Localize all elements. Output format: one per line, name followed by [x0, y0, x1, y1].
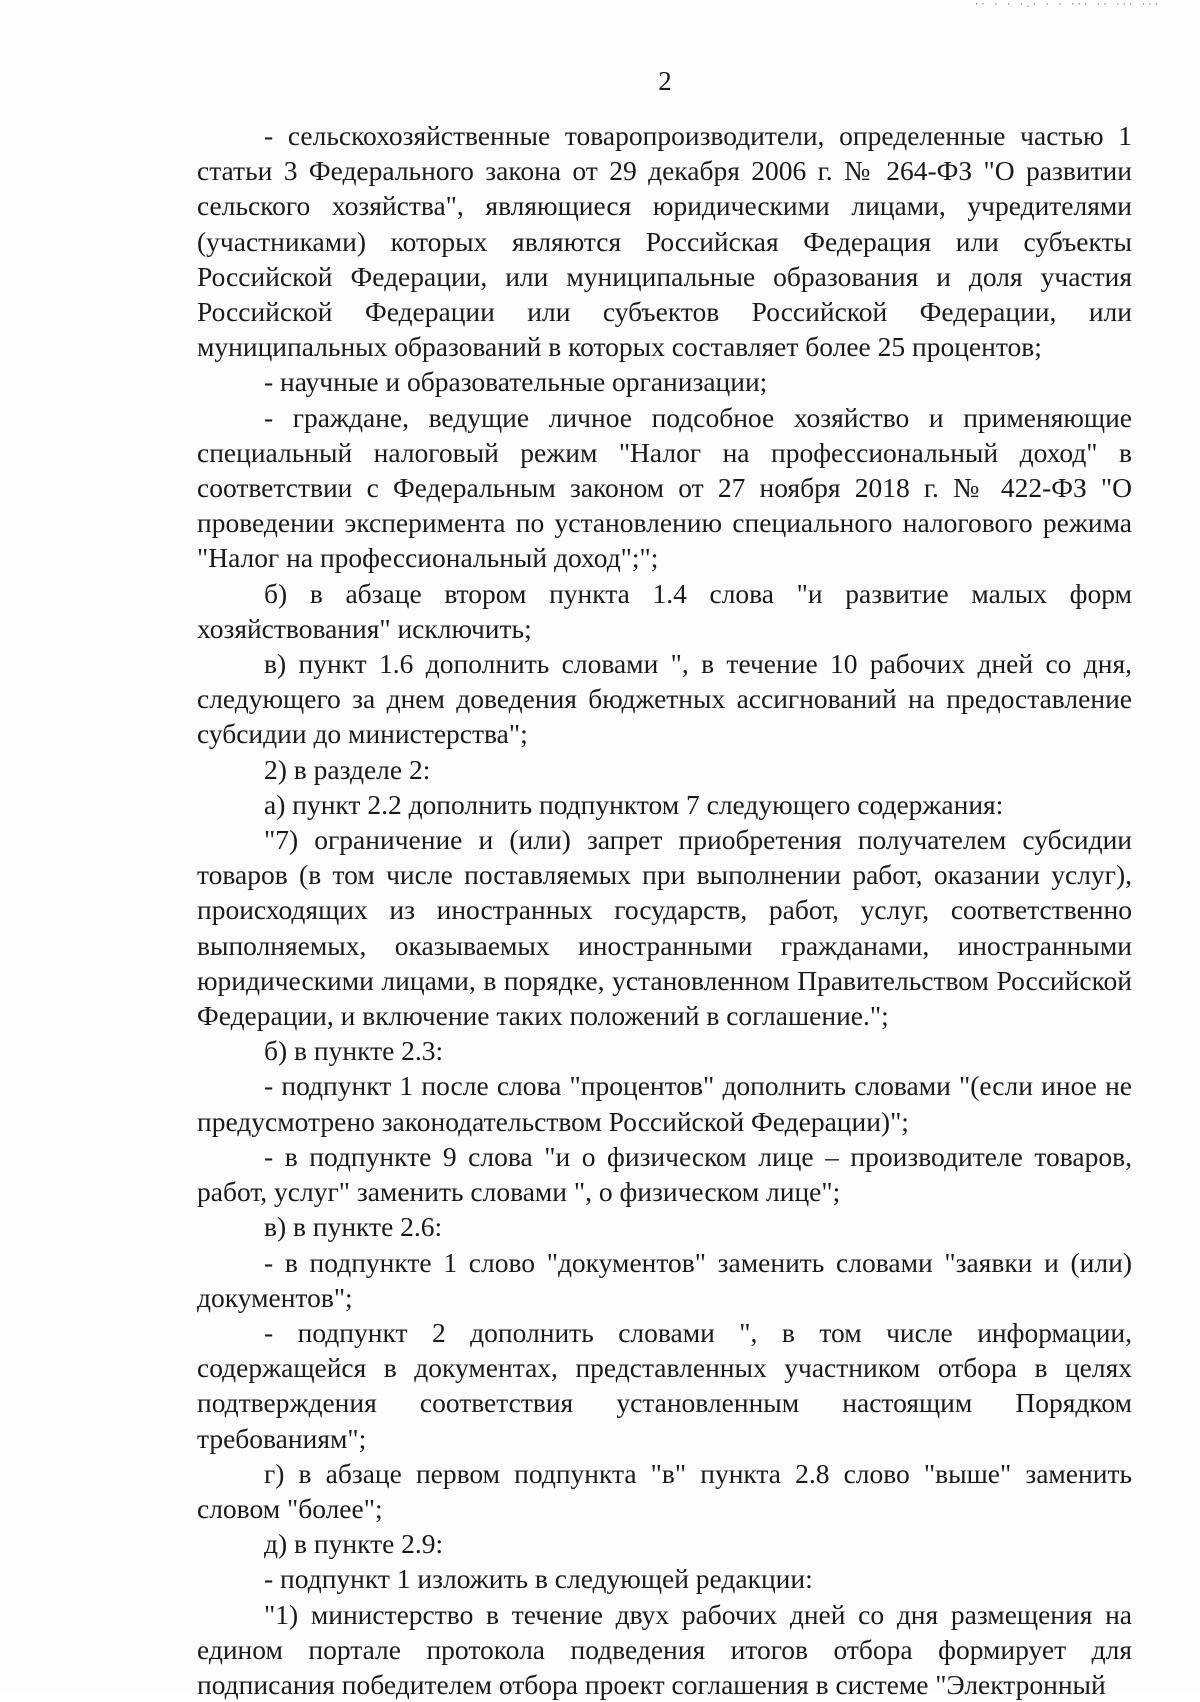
paragraph: д) в пункте 2.9: [264, 1528, 444, 1560]
paragraph: г) в абзаце первом подпункта "в" пункта 2.8 слово "выше" заменить словом "более"; [197, 1457, 1132, 1524]
paragraph: - подпункт 1 после слова "процентов" дополнить словами "(если иное не предусмотрено законодательством Российской Федерации)"; [197, 1070, 1132, 1137]
paragraph: а) пункт 2.2 дополнить подпунктом 7 следующего содержания: [264, 788, 1004, 820]
paragraph: - подпункт 2 дополнить словами ", в том числе информации, содержащейся в документах, представленных участником отбора в целях подтверждения соответствия установленным настоящим Порядком требованиям"; [197, 1316, 1132, 1454]
paragraph: - научные и образовательные организации; [264, 366, 768, 398]
paragraph: в) пункт 1.6 дополнить словами ", в течение 10 рабочих дней со дня, следующего за днем доведения бюджетных ассигнований на предоставление субсидии до министерства"; [197, 648, 1132, 750]
paragraph: б) в абзаце втором пункта 1.4 слова "и развитие малых форм хозяйствования" исключить; [197, 577, 1132, 644]
paragraph: б) в пункте 2.3: [264, 1035, 444, 1067]
page-number: 2 [658, 66, 672, 96]
paragraph: в) в пункте 2.6: [264, 1211, 443, 1243]
paragraph: - в подпункте 9 слова "и о физическом лице – производителе товаров, работ, услуг" заменить словами ", о физическом лице"; [197, 1140, 1132, 1208]
paragraph: "1) министерство в течение двух рабочих дней со дня размещения на едином портале протокола подведения итогов отбора формирует для подписания победителем отбора проект соглашения в системе "Электронный [197, 1598, 1132, 1700]
paragraph: - сельскохозяйственные товаропроизводители, определенные частью 1 статьи 3 Федерального закона от 29 декабря 2006 г. № 264-ФЗ "О развитии сельского хозяйства", являющиеся юридическими лицами, учредителями (участниками) которых являются Российская Федерация или субъекты Российской Федерации, или муниципальные образования и доля участия Российской Федерации или субъектов Российской Федерации, или муниципальных образований в которых составляет более 25 процентов; [197, 120, 1132, 363]
paragraph: - подпункт 1 изложить в следующей редакции: [264, 1563, 813, 1595]
paragraph: - граждане, ведущие личное подсобное хозяйство и применяющие специальный налоговый режим "Налог на профессиональный доход" в соответствии с Федеральным законом от 27 ноября 2018 г. № 422-ФЗ "О проведении эксперимента по установлению специального налогового режима "Налог на профессиональный доход";"; [197, 401, 1132, 574]
scan-marks: ·· · · ·.· · · ··· ·· ··· ··· [973, 0, 1160, 10]
paragraph: "7) ограничение и (или) запрет приобретения получателем субсидии товаров (в том числе поставляемых при выполнении работ, оказании услуг), происходящих из иностранных государств, работ, услуг, соответственно выполняемых, оказываемых иностранными гражданами, иностранными юридическими лицами, в порядке, установленном Правительством Российской Федерации, и включение таких положений в соглашение."; [197, 824, 1132, 1032]
paragraph: - в подпункте 1 слово "документов" заменить словами "заявки и (или) документов"; [197, 1246, 1132, 1313]
document-body [197, 118, 1132, 1702]
paragraph: 2) в разделе 2: [264, 753, 431, 785]
